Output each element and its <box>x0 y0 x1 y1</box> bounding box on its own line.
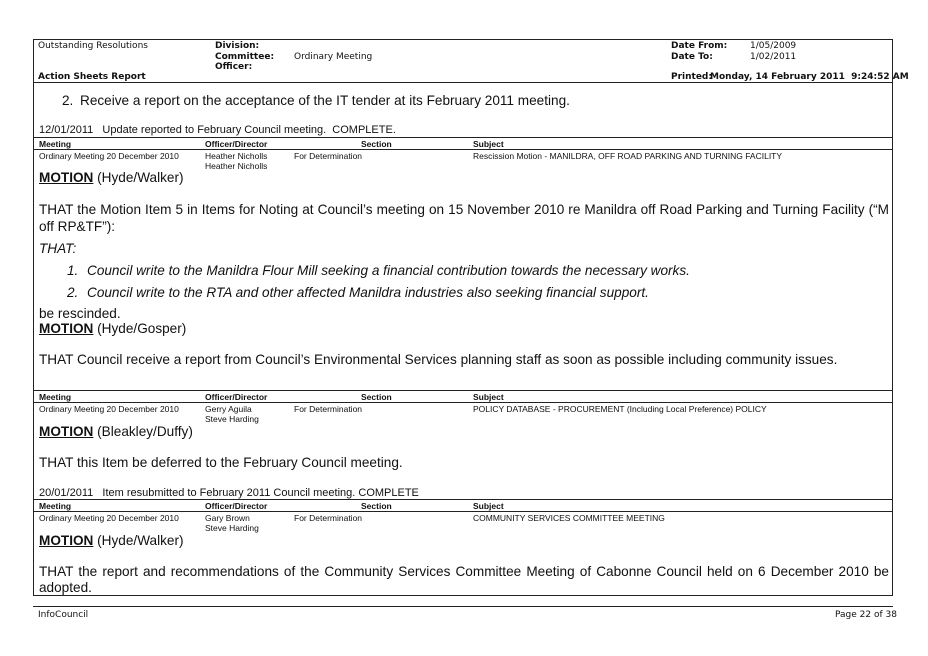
update-note: 20/01/2011 Item resubmitted to February 2011 Council meeting. COMPLETE <box>39 487 419 499</box>
motion-label: MOTION <box>39 533 94 548</box>
officer-cell: Gerry Aguila <box>205 404 252 414</box>
divider <box>33 390 893 391</box>
col-meeting: Meeting <box>39 501 72 511</box>
date-from-label: Date From: <box>671 41 728 51</box>
printed-label: Printed: <box>671 72 712 82</box>
col-officer: Officer/Director <box>205 139 268 149</box>
col-officer: Officer/Director <box>205 501 268 511</box>
list-number: 1. <box>67 263 79 278</box>
divider <box>33 137 893 138</box>
resolution-text: Receive a report on the acceptance of the IT tender at its February 2011 meeting. <box>80 93 570 108</box>
divider <box>33 149 893 150</box>
col-section: Section <box>361 139 392 149</box>
subject-cell: Rescission Motion - MANILDRA, OFF ROAD PARKING AND TURNING FACILITY <box>473 151 783 161</box>
divider <box>33 402 893 403</box>
list-item: Council write to the Manildra Flour Mill seeking a financial contribution towards the necessary works. <box>87 263 690 278</box>
col-subject: Subject <box>473 392 504 402</box>
motion-label: MOTION <box>39 321 94 336</box>
report-title: Outstanding Resolutions <box>38 41 148 51</box>
col-meeting: Meeting <box>39 392 72 402</box>
officer-cell: Heather Nicholls <box>205 151 268 161</box>
footer-divider <box>33 606 893 607</box>
motion-text: THAT Council receive a report from Council’s Environmental Services planning staff as soon as possible including community issues. <box>39 352 838 367</box>
printed-value: Monday, 14 February 2011 9:24:52 AM <box>710 72 909 82</box>
motion-movers: (Hyde/Walker) <box>93 170 184 185</box>
motion-text: THAT this Item be deferred to the February Council meeting. <box>39 455 403 470</box>
list-number: 2. <box>62 93 74 108</box>
list-number: 2. <box>67 285 79 300</box>
date-to-value: 1/02/2011 <box>750 52 797 62</box>
meeting-cell: Ordinary Meeting 20 December 2010 <box>39 513 179 523</box>
motion-text: THAT the Motion Item 5 in Items for Noting at Council’s meeting on 15 November 2010 re Manildra off Road Parking and Turning Facility (“M off RP&TF”): <box>39 202 889 234</box>
motion-movers: (Bleakley/Duffy) <box>93 424 193 439</box>
col-section: Section <box>361 501 392 511</box>
committee-value: Ordinary Meeting <box>294 52 373 62</box>
report-subtitle: Action Sheets Report <box>38 72 146 82</box>
col-meeting: Meeting <box>39 139 72 149</box>
date-to-label: Date To: <box>671 52 713 62</box>
motion-label: MOTION <box>39 424 94 439</box>
motion-heading <box>39 321 186 336</box>
motion-heading <box>39 424 193 439</box>
page-number: Page 22 of 38 <box>835 610 897 620</box>
officer-cell: Gary Brown <box>205 513 250 523</box>
director-cell: Heather Nicholls <box>205 161 268 171</box>
officer-label: Officer: <box>215 62 253 72</box>
subject-cell: POLICY DATABASE - PROCUREMENT (Including Local Preference) POLICY <box>473 404 767 414</box>
motion-heading <box>39 533 184 548</box>
date-from-value: 1/05/2009 <box>750 41 797 51</box>
col-section: Section <box>361 392 392 402</box>
rescinded-text: be rescinded. <box>39 306 121 321</box>
section-cell: For Determination <box>294 151 363 161</box>
division-label: Division: <box>215 41 260 51</box>
list-item: Council write to the RTA and other affected Manildra industries also seeking financial support. <box>87 285 649 300</box>
subject-cell: COMMUNITY SERVICES COMMITTEE MEETING <box>473 513 665 523</box>
update-note: 12/01/2011 Update reported to February Council meeting. COMPLETE. <box>39 124 396 136</box>
meeting-cell: Ordinary Meeting 20 December 2010 <box>39 151 179 161</box>
col-subject: Subject <box>473 501 504 511</box>
motion-heading <box>39 170 184 185</box>
col-officer: Officer/Director <box>205 392 268 402</box>
section-cell: For Determination <box>294 513 363 523</box>
divider <box>33 511 893 512</box>
motion-movers: (Hyde/Walker) <box>93 533 184 548</box>
divider <box>33 499 893 500</box>
that-heading: THAT: <box>39 241 77 256</box>
col-subject: Subject <box>473 139 504 149</box>
motion-label: MOTION <box>39 170 94 185</box>
committee-label: Committee: <box>215 52 275 62</box>
motion-movers: (Hyde/Gosper) <box>93 321 187 336</box>
director-cell: Steve Harding <box>205 414 259 424</box>
meeting-cell: Ordinary Meeting 20 December 2010 <box>39 404 179 414</box>
footer-brand: InfoCouncil <box>38 610 89 620</box>
motion-text: THAT the report and recommendations of the Community Services Committee Meeting of Cabonne Council held on 6 December 2010 be adopted. <box>39 564 889 595</box>
section-cell: For Determination <box>294 404 363 414</box>
director-cell: Steve Harding <box>205 523 259 533</box>
